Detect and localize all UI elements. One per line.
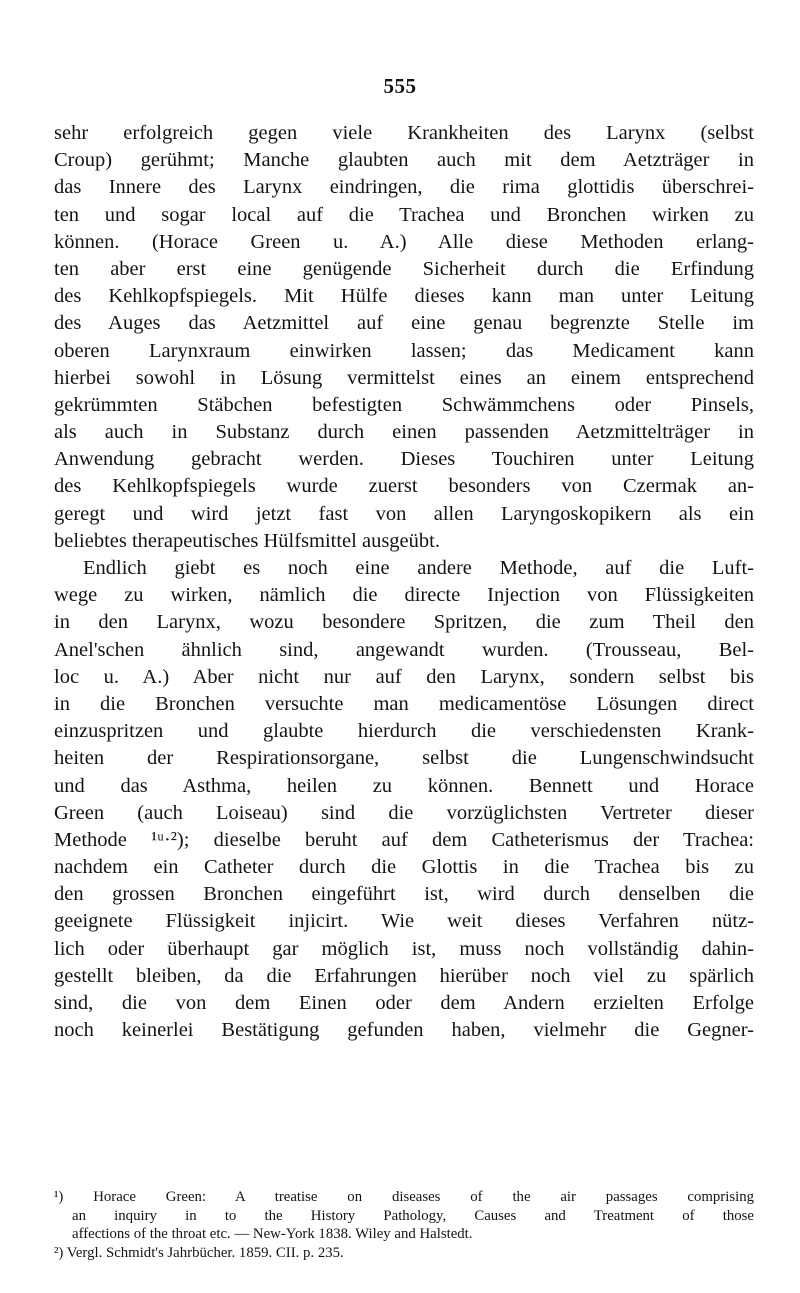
text-line: sehr erfolgreich gegen viele Krankheiten des Larynx (selbst (54, 122, 754, 144)
text-line: des Kehlkopfspiegels. Mit Hülfe dieses kann man unter Leitung (54, 285, 754, 308)
text-line: loc u. A.) Aber nicht nur auf den Larynx, sondern selbst bis (54, 665, 754, 688)
body-text (54, 120, 754, 1044)
text-line: Croup) gerühmt; Manche glaubten auch mit dem Aetzträger in (54, 149, 754, 172)
text-line: sind, die von dem Einen oder dem Andern erzielten Erfolge (54, 992, 754, 1014)
text-line: als auch in Substanz durch einen passenden Aetzmittelträger in (54, 421, 754, 444)
text-line: können. (Horace Green u. A.) Alle diese Methoden erlang- (54, 230, 754, 253)
text-line: Anwendung gebracht werden. Dieses Touchiren unter Leitung (54, 448, 754, 471)
footnote-1-continuation: an inquiry in to the History Pathology, Causes and Treatment of those (72, 1207, 754, 1224)
paragraph-start-line: Endlich giebt es noch eine andere Methode, auf die Luft- (83, 557, 754, 579)
text-line: geregt und wird jetzt fast von allen Laryngoskopikern als ein (54, 502, 754, 525)
text-line: Anel'schen ähnlich sind, angewandt wurden. (Trousseau, Bel- (54, 638, 754, 661)
paragraph-end-line: beliebtes therapeutisches Hülfsmittel ausgeübt. (54, 529, 440, 552)
text-line: heiten der Respirationsorgane, selbst die Lungenschwindsucht (54, 747, 754, 770)
text-line: noch keinerlei Bestätigung gefunden haben, vielmehr die Gegner- (54, 1019, 754, 1042)
text-line: oberen Larynxraum einwirken lassen; das Medicament kann (54, 339, 754, 362)
text-line: das Innere des Larynx eindringen, die rima glottidis überschrei- (54, 176, 754, 199)
text-line: nachdem ein Catheter durch die Glottis in die Trachea bis zu (54, 856, 754, 879)
footnotes (54, 1188, 754, 1262)
text-line: den grossen Bronchen eingeführt ist, wird durch denselben die (54, 883, 754, 906)
text-line: und das Asthma, heilen zu können. Bennett und Horace (54, 774, 754, 797)
page-number: 555 (383, 74, 417, 98)
text-line: gekrümmten Stäbchen befestigten Schwämmchens oder Pinsels, (54, 393, 754, 416)
text-line: geeignete Flüssigkeit injicirt. Wie weit dieses Verfahren nütz- (54, 910, 754, 933)
text-line: hierbei sowohl in Lösung vermittelst eines an einem entsprechend (54, 366, 754, 389)
text-line: des Kehlkopfspiegels wurde zuerst besonders von Czermak an- (54, 475, 754, 498)
footnote-1: ¹) Horace Green: A treatise on diseases of the air passages comprising (54, 1189, 754, 1205)
text-line: gestellt bleiben, da die Erfahrungen hierüber noch viel zu spärlich (54, 964, 754, 987)
text-line: ten und sogar local auf die Trachea und Bronchen wirken zu (54, 203, 754, 226)
text-line: in die Bronchen versuchte man medicamentöse Lösungen direct (54, 692, 754, 715)
footnote-1-continuation: affections of the throat etc. — New-York 1838. Wiley and Halstedt. (72, 1226, 473, 1242)
text-line: Green (auch Loiseau) sind die vorzüglichsten Vertreter dieser (54, 801, 754, 824)
text-line: wege zu wirken, nämlich die directe Injection von Flüssigkeiten (54, 584, 754, 607)
text-line: lich oder überhaupt gar möglich ist, muss noch vollständig dahin- (54, 937, 754, 960)
text-line: des Auges das Aetzmittel auf eine genau begrenzte Stelle im (54, 312, 754, 335)
text-line: Methode ¹ᵘ·²); dieselbe beruht auf dem Catheterismus der Trachea: (54, 828, 754, 851)
text-line: in den Larynx, wozu besondere Spritzen, die zum Theil den (54, 611, 754, 634)
text-line: ten aber erst eine genügende Sicherheit durch die Erfindung (54, 257, 754, 280)
footnote-2: ²) Vergl. Schmidt's Jahrbücher. 1859. CII. p. 235. (54, 1244, 344, 1261)
text-line: einzuspritzen und glaubte hierdurch die verschiedensten Krank- (54, 720, 754, 743)
